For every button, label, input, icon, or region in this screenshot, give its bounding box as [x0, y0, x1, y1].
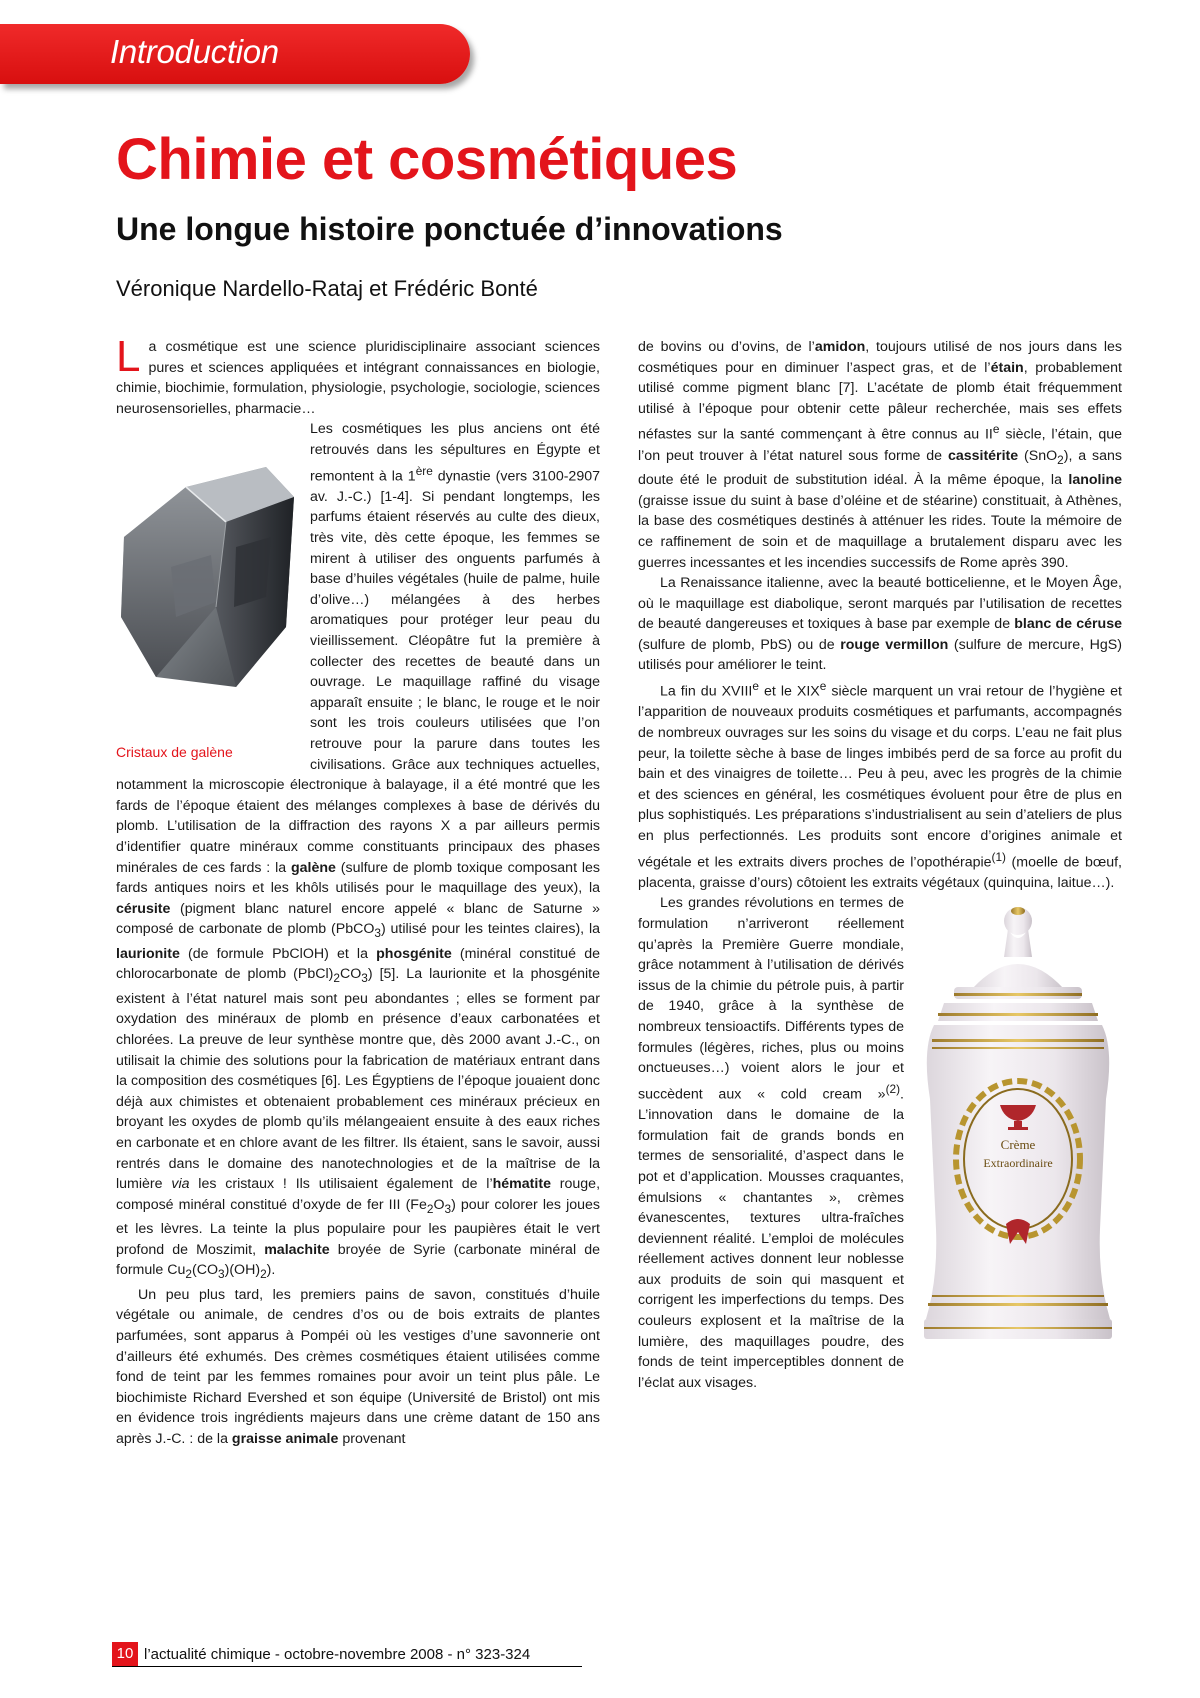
article-title: Chimie et cosmétiques — [116, 127, 738, 192]
jar-label-line2: Extraordinaire — [983, 1156, 1053, 1171]
galena-caption: Cristaux de galène — [116, 744, 233, 761]
article-authors: Véronique Nardello-Rataj et Frédéric Bonté — [116, 276, 538, 301]
paragraph: Un peu plus tard, les premiers pains de savon, constitués d’huile végétale ou animale, de cendres d’os ou de bois extraits de plantes parfumées, sont apparus à Pompéi où les vestiges d’une savonnerie ont d’ailleurs été exhumés. Des crèmes cosmétiques étaient utilisées comme fond de teint par les femmes romaines pour avoir un teint plus pâle. Le biochimiste Richard Evershed et son équipe (Université de Bristol) ont mis en évidence trois ingrédients majeurs dans une crème datant de 150 ans après J.-C. : de la graisse animale provenant — [116, 1286, 600, 1447]
paragraph: de bovins ou d’ovins, de l’amidon, toujours utilisé de nos jours dans les cosmétiques pour en diminuer l’aspect gras, et de l’étain, probablement utilisé comme pigment blanc [7]. L’acétate de plomb était fréquemment utilisé à l’époque pour obtenir cette pâleur recherchée, mais ses effets néfastes sur la santé commençant à être connus au IIe siècle, l’étain, que l’on peut trouver à l’état naturel sous forme de cassitérite (SnO$_2$), a sans doute été le produit de substitution idéal. À la même époque, la lanoline (graisse issue du suint à base d’oléine et de stéarine) constituait, à Athènes, la base des cosmétiques destinés à atténuer les rides. Toute la mémoire de ce raffinement de soin et de maquillage a brutalement disparu avec les guerres incessantes et les incendies successifs de Rome après 390. — [638, 339, 1123, 571]
section-label: Introduction — [110, 33, 279, 70]
section-tab — [0, 24, 470, 84]
paragraph: Les cosmétiques les plus anciens ont été retrouvés dans les sépultures en Égypte et remontent à la 1ère dynastie (vers 3100-2907 av. J.-C.) [1-4]. Si pendant longtemps, les parfums étaient réservés au culte des dieux, très vite, dès cette époque, les femmes se mirent à utiliser des onguents parfumés à base d’huiles végétales (huile de palme, huile d’olive…) mélangées à des herbes aromatiques pour protéger leur peau du vieillissement. Cléopâtre fut la première à collecter des recettes de beauté dans un ouvrage. Le maquillage raffiné du visage apparaît ensuite ; le blanc, le rouge et le noir sont les trois couleurs utilisées que l’on retrouve pour la parure dans toutes les civilisations. Grâce aux techniques actuelles, notamment la microscopie électronique à balayage, il a été montré que les fards de l’époque étaient des mélanges complexes à base de dérivés du plomb. L’utilisation de la diffraction des rayons X a par ailleurs permis d’identifier quatre minéraux comme constituants principaux des phases minérales de ces fards : la galène (sulfure de plomb toxique composant les fards antiques noirs et les khôls utilisés pour le maquillage des yeux), la cérusite (pigment blanc naturel encore appelé « blanc de Saturne » composé de carbonate de plomb (PbCO$_3$) utilisé pour les teintes claires), la laurionite (de formule PbClOH) et la phosgénite (minéral constitué de chlorocarbonate de plomb $(PbCl)_2CO_3$) [5]. La laurionite et la phosgénite existent à l’état naturel mais sont peu abondantes ; elles se forment par oxydation des minéraux de plomb en présence d’eaux carbonatées et chlorées. La preuve de leur synthèse montre que, dès 2000 avant J.-C., on utilisait la chimie des solutions pour la fabrication de matériaux entrant dans la composition des cosmétiques [6]. Les Égyptiens de l’époque jouaient donc déjà aux chimistes et obtenaient probablement ces minéraux précieux en broyant les oxydes de plomb qu’ils mélangeaient ensuite à des eaux riches en carbonate et en chlore avant de les filtrer. Ils étaient, sans le savoir, aussi rentrés dans le domaine des nanotechnologies et de la maîtrise de la lumière via les cristaux ! Ils utilisaient également de l’hématite rouge, composé minéral constitué d’oxyde de fer III $(Fe_2O_3)$ pour colorer les joues et les lèvres. La teinte la plus populaire pour les paupières était le vert profond de Moszimit, malachite broyée de Syrie (carbonate minéral de formule $Cu_2(CO_3)(OH)_2$). — [116, 421, 601, 1282]
jar-label-line1: Crème — [1000, 1137, 1036, 1153]
cream-jar-image — [914, 899, 1122, 1365]
galena-crystal-image — [116, 427, 296, 727]
cream-jar-figure — [914, 899, 1122, 1365]
footer-divider — [112, 1666, 582, 1667]
page-footer — [112, 1642, 530, 1666]
paragraph: La fin du XVIIIe et le XIXe siècle marquent un vrai retour de l’hygiène et l’apparition de nouveaux produits cosmétiques et parfumants, accompagnés de nombreux ouvrages sur les soins du visage et du corps. L’eau ne fait plus peur, la toilette sèche à base de linges imbibés perd de sa force au profit du bain et des vinaigres de toilette… Peu à peu, avec les progrès de la chimie et des sciences en général, les cosmétiques évoluent pour être de plus en plus sophistiqués. Les préparations s’industrialisent au sein d’ateliers de plus en plus perfectionnés. Les produits sont encore d’origines animale et végétale et les extraits divers proches de l’opothérapie$^{(1)}$ (moelle de bœuf, placenta, graisse d’ours) côtoient les extraits végétaux (quinquina, laitue…). — [638, 679, 1123, 891]
paragraph: La cosmétique est une science pluridisciplinaire associant sciences pures et sciences appliquées et intégrant connaissances en biologie, chimie, biochimie, formulation, physiologie, psychologie, sociologie, sciences neurosensorielles, pharmacie… — [116, 332, 600, 417]
paragraph: La Renaissance italienne, avec la beauté botticelienne, et le Moyen Âge, où le maquillage est diabolique, seront marqués par l’utilisation de recettes de beauté dangereuses et toxiques à base par exemple de blanc de céruse (sulfure de plomb, PbS) ou de rouge vermillon (sulfure de mercure, HgS) utilisés pour améliorer le teint. — [638, 575, 1122, 674]
article-subtitle: Une longue histoire ponctuée d’innovations — [116, 211, 783, 247]
right-column — [638, 337, 1122, 1393]
page-number: 10 — [112, 1642, 138, 1666]
paragraph: Les grandes révolutions en termes de formulation n’arriveront réellement qu’après la Première Guerre mondiale, grâce notamment à l’utilisation de dérivés issus de la chimie du pétrole puis, à partir de 1940, grâce à la synthèse de nombreux tensioactifs. Différents types de formules (légères, riches, plus ou moins onctueuses…) voient alors le jour et succèdent aux « cold cream »$^{(2)}$. L’innovation dans le domaine de la formulation fait de grands bonds en termes de sensorialité, d’aspect dans le pot et d’application. Mousses craquantes, émulsions « chantantes », crèmes évanescentes, textures ultra-fraîches deviennent réalité. L’emploi de molécules réellement actives donnent leur noblesse aux produits de soin qui masquent et corrigent les imperfections du temps. Des couleurs explosent et la maîtrise de la lumière, des maquillages poudre, des fonds de teint imperceptibles donnent de l’éclat aux visages. — [638, 895, 904, 1391]
journal-reference: l’actualité chimique - octobre-novembre 2008 - n° 323-324 — [144, 1645, 531, 1663]
drop-cap: L — [116, 332, 141, 381]
left-column — [116, 332, 601, 1450]
galena-figure — [116, 427, 296, 767]
